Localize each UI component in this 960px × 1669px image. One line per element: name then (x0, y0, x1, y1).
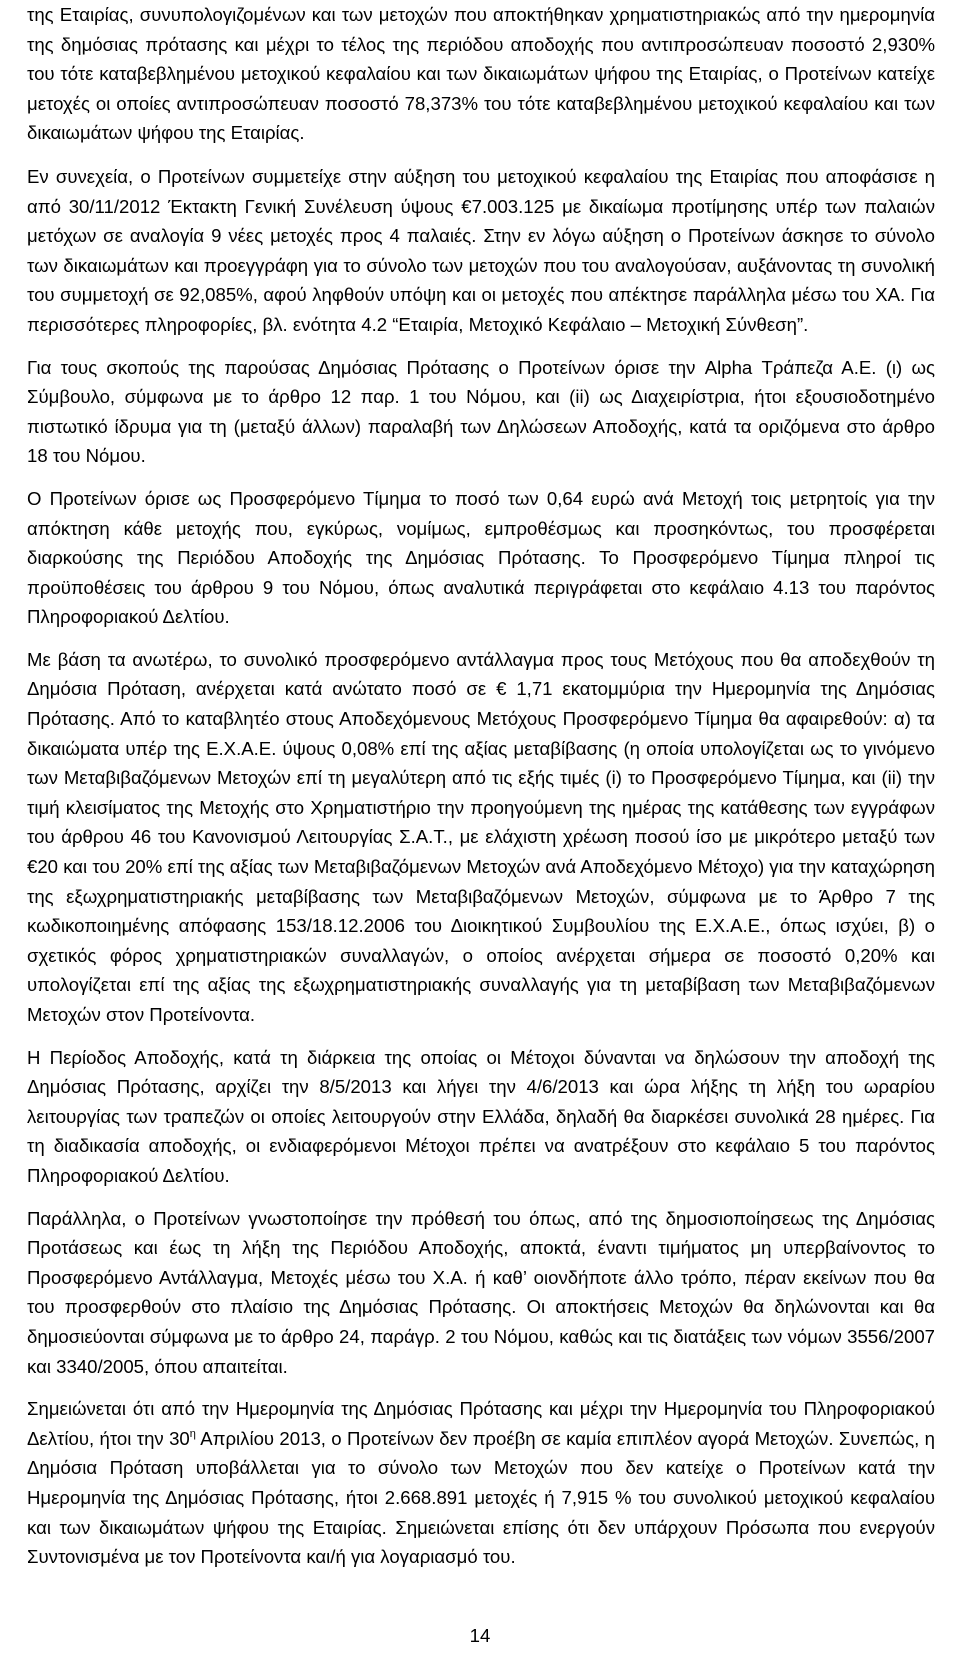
paragraph-8-part-2: Απριλίου 2013, ο Προτείνων δεν προέβη σε καμία επιπλέον αγορά Μετοχών. Συνεπώς, η Δημόσια Πρόταση υποβάλλεται για το σύνολο των Μετοχών που δεν κατείχε ο Προτείνων κατά την Ημερομηνία της Δημόσιας Πρότασης, ήτοι 2.668.891 μετοχές ή 7,915 % του συνολικού μετοχικού κεφαλαίου και των δικαιωμάτων ψήφου της Εταιρίας. Σημειώνεται επίσης ότι δεν υπάρχουν Πρόσωπα που ενεργούν Συντονισμένα με τον Προτείνοντα και/ή για λογαριασμό του. (27, 1427, 936, 1568)
paragraph-8-part-1: Σημειώνεται ότι από την Ημερομηνία της Δημόσιας Πρότασης και μέχρι την Ημερομηνία του Πληροφοριακού Δελτίου, ήτοι την 30 (27, 1398, 935, 1449)
paragraph-5: Με βάση τα ανωτέρω, το συνολικό προσφερόμενο αντάλλαγμα προς τους Μετόχους που θα αποδεχθούν τη Δημόσια Πρόταση, ανέρχεται κατά ανώτατο ποσό σε € 1,71 εκατομμύρια την Ημερομηνία της Δημόσιας Πρότασης. Από το καταβλητέο στους Αποδεχόμενους Μετόχους Προσφερόμενο Τίμημα θα αφαιρεθούν: α) τα δικαιώματα υπέρ της Ε.Χ.Α.Ε. ύψους 0,08% επί της αξίας μεταβίβασης (η οποία υπολογίζεται ως το γινόμενο των Μεταβιβαζόμενων Μετοχών επί τη μεγαλύτερη από τις εξής τιμές (i) το Προσφερόμενο Τίμημα, και (ii) την τιμή κλεισίματος της Μετοχής στο Χρηματιστήριο την προηγούμενη της ημέρας της κατάθεσης των εγγράφων του άρθρου 46 του Κανονισμού Λειτουργίας Σ.Α.Τ., με ελάχιστη χρέωση ποσού ίσο με μικρότερο μεταξύ των €20 και του 20% επί της αξίας των Μεταβιβαζόμενων Μετοχών ανά Αποδεχόμενο Μέτοχο) για την καταχώρηση της εξωχρηματιστηριακής μεταβίβασης των Μεταβιβαζόμενων Μετοχών, σύμφωνα με το Άρθρο 7 της κωδικοποιημένης απόφασης 153/18.12.2006 του Διοικητικού Συμβουλίου της Ε.Χ.Α.Ε., όπως ισχύει, β) ο σχετικός φόρος χρηματιστηριακών συναλλαγών, ο οποίος ανέρχεται σήμερα σε ποσοστό 0,20% και υπολογίζεται επί της αξίας της εξωχρηματιστηριακής συναλλαγής για τη μεταβίβαση των Μεταβιβαζόμενων Μετοχών στον Προτείνοντα. (27, 648, 935, 1025)
paragraph-4: Ο Προτείνων όρισε ως Προσφερόμενο Τίμημα το ποσό των 0,64 ευρώ ανά Μετοχή τοις μετρητοίς για την απόκτηση κάθε μετοχής που, εγκύρως, νομίμως, εμπροθέσμως και προσηκόντως, του προσφέρεται διαρκούσης της Περιόδου Αποδοχής της Δημόσιας Πρότασης. Το Προσφερόμενο Τίμημα πληροί τις προϋποθέσεις του άρθρου 9 του Νόμου, όπως αναλυτικά περιγράφεται στο κεφάλαιο 4.13 του παρόντος Πληροφοριακού Δελτίου. (27, 487, 935, 628)
paragraph-7: Παράλληλα, ο Προτείνων γνωστοποίησε την πρόθεσή του όπως, από της δημοσιοποίησεως της Δημόσιας Προτάσεως και έως τη λήξη της Περιόδου Αποδοχής, αποκτά, έναντι τιμήματος μη υπερβαίνοντος το Προσφερόμενο Αντάλλαγμα, Μετοχές μέσω του Χ.Α. ή καθ’ οιονδήποτε άλλο τρόπο, πέραν εκείνων που θα του προσφερθούν στο πλαίσιο της Δημόσιας Πρότασης. Οι αποκτήσεις Μετοχών θα δηλώνονται και θα δημοσιεύονται σύμφωνα με το άρθρο 24, παράγρ. 2 του Νόμου, καθώς και τις διατάξεις των νόμων 3556/2007 και 3340/2005, όπου απαιτείται. (27, 1207, 935, 1377)
paragraph-2: Εν συνεχεία, ο Προτείνων συμμετείχε στην αύξηση του μετοχικού κεφαλαίου της Εταιρίας που αποφάσισε η από 30/11/2012 Έκτακτη Γενική Συνέλευση ύψους €7.003.125 με δικαίωμα προτίμησης υπέρ των παλαιών μετόχων σε αναλογία 9 νέες μετοχές προς 4 παλαιές. Στην εν λόγω αύξηση ο Προτείνων άσκησε το σύνολο των δικαιωμάτων και προεγγράφη για το σύνολο των μετοχών που του αναλογούσαν, αυξάνοντας τη συνολική του συμμετοχή σε 92,085%, αφού ληφθούν υπόψη και οι μετοχές που απέκτησε παράλληλα μέσω του ΧΑ. Για περισσότερες πληροφορίες, βλ. ενότητα 4.2 “Εταιρία, Μετοχικό Κεφάλαιο – Μετοχική Σύνθεση”. (27, 165, 935, 335)
page-number: 14 (469, 1625, 491, 1646)
paragraph-8 (27, 1394, 935, 1572)
ordinal-superscript: η (189, 1427, 196, 1440)
paragraph-1: της Εταιρίας, συνυπολογιζομένων και των μετοχών που αποκτήθηκαν χρηματιστηριακώς από την ημερομηνία της δημόσιας πρότασης και μέχρι το τέλος της περιόδου αποδοχής που αντιπροσώπευαν ποσοστό 2,930% του τότε καταβεβλημένου μετοχικού κεφαλαίου και των δικαιωμάτων ψήφου της Εταιρίας, ο Προτείνων κατείχε μετοχές οι οποίες αντιπροσώπευαν ποσοστό 78,373% του τότε καταβεβλημένου μετοχικού κεφαλαίου και των δικαιωμάτων ψήφου της Εταιρίας. (27, 4, 935, 144)
document-body (27, 0, 935, 1585)
paragraph-3: Για τους σκοπούς της παρούσας Δημόσιας Πρότασης ο Προτείνων όρισε την Alpha Τράπεζα Α.Ε. (ι) ως Σύμβουλο, σύμφωνα με το άρθρο 12 παρ. 1 του Νόμου, και (ii) ως Διαχειρίστρια, ήτοι εξουσιοδοτημένο πιστωτικό ίδρυμα για τη (μεταξύ άλλων) παραλαβή των Δηλώσεων Αποδοχής, κατά τα οριζόμενα στο άρθρο 18 του Νόμου. (27, 356, 935, 467)
paragraph-6: Η Περίοδος Αποδοχής, κατά τη διάρκεια της οποίας οι Μέτοχοι δύνανται να δηλώσουν την αποδοχή της Δημόσιας Πρότασης, αρχίζει την 8/5/2013 και λήγει την 4/6/2013 και ώρα λήξης τη λήξη του ωραρίου λειτουργίας των τραπεζών οι οποίες λειτουργούν στην Ελλάδα, δηλαδή θα διαρκέσει συνολικά 28 ημέρες. Για τη διαδικασία αποδοχής, οι ενδιαφερόμενοι Μέτοχοι πρέπει να ανατρέξουν στο κεφάλαιο 5 του παρόντος Πληροφοριακού Δελτίου. (27, 1046, 935, 1186)
